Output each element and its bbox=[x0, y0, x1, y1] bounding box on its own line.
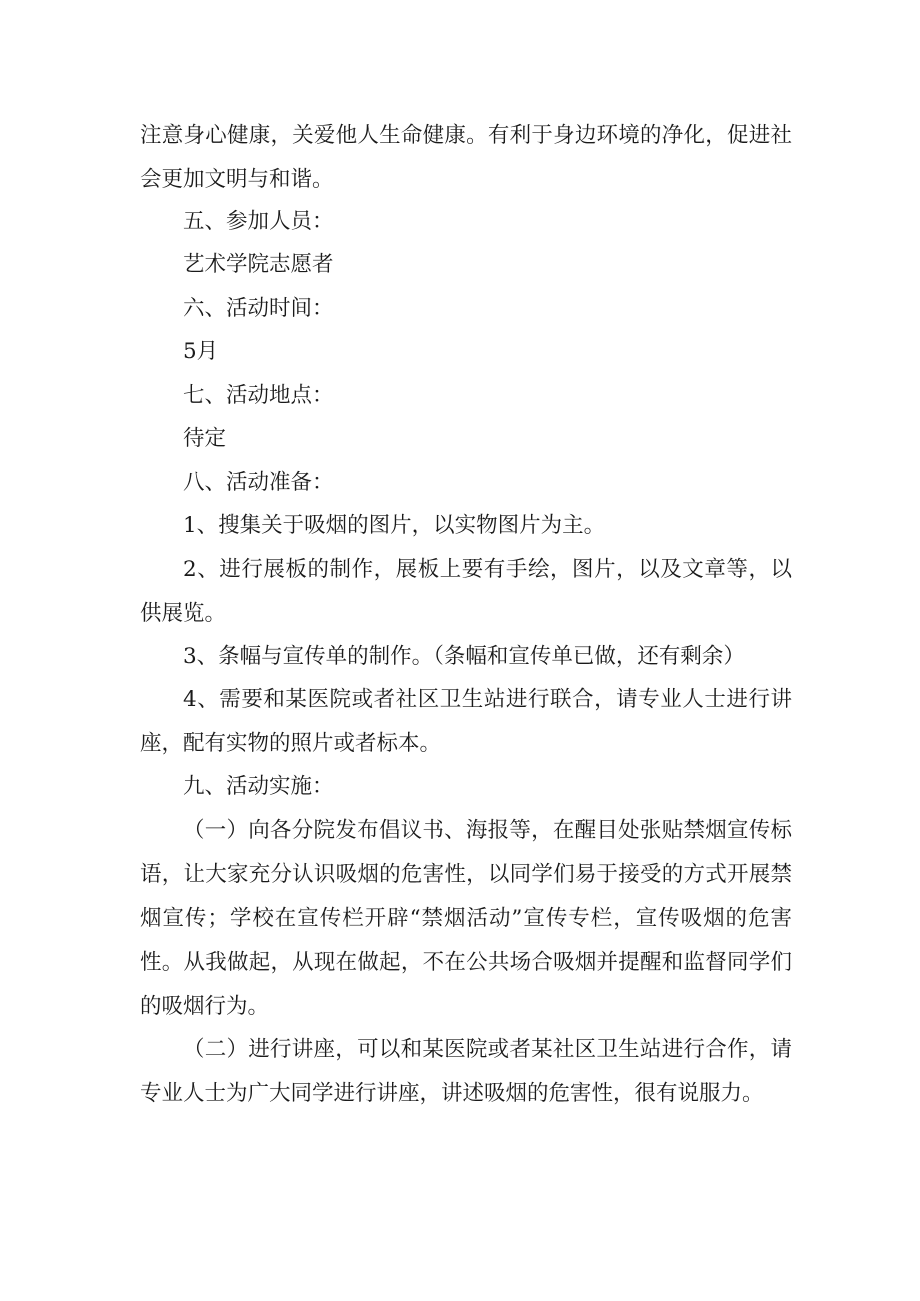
preparation-item-2: 2、进行展板的制作，展板上要有手绘，图片，以及文章等，以供展览。 bbox=[140, 557, 792, 626]
implementation-item-2: （二）进行讲座，可以和某医院或者某社区卫生站进行合作，请专业人士为广大同学进行讲座，讲述吸烟的危害性，很有说服力。 bbox=[140, 1037, 792, 1106]
heading-preparation: 八、活动准备： bbox=[183, 470, 334, 495]
paragraph-intro-continuation: 注意身心健康，关爱他人生命健康。有利于身边环境的净化，促进社会更加文明与和谐。 bbox=[140, 123, 792, 192]
activity-time-value: 5月 bbox=[183, 339, 219, 364]
participants-value: 艺术学院志愿者 bbox=[183, 252, 334, 277]
heading-activity-time: 六、活动时间： bbox=[183, 296, 334, 321]
heading-activity-location: 七、活动地点： bbox=[183, 383, 334, 408]
preparation-item-3: 3、条幅与宣传单的制作。（条幅和宣传单已做，还有剩余） bbox=[183, 644, 745, 669]
preparation-item-1: 1、搜集关于吸烟的图片，以实物图片为主。 bbox=[183, 513, 606, 538]
heading-participants: 五、参加人员： bbox=[183, 209, 334, 234]
heading-implementation: 九、活动实施： bbox=[183, 774, 334, 799]
activity-location-value: 待定 bbox=[183, 426, 227, 451]
preparation-item-4: 4、需要和某医院或者社区卫生站进行联合，请专业人士进行讲座，配有实物的照片或者标本。 bbox=[140, 687, 792, 756]
implementation-item-1: （一）向各分院发布倡议书、海报等，在醒目处张贴禁烟宣传标语，让大家充分认识吸烟的危害性，以同学们易于接受的方式开展禁烟宣传；学校在宣传栏开辟“禁烟活动”宣传专栏，宣传吸烟的危害性。从我做起，从现在做起，不在公共场合吸烟并提醒和监督同学们的吸烟行为。 bbox=[140, 818, 792, 1019]
